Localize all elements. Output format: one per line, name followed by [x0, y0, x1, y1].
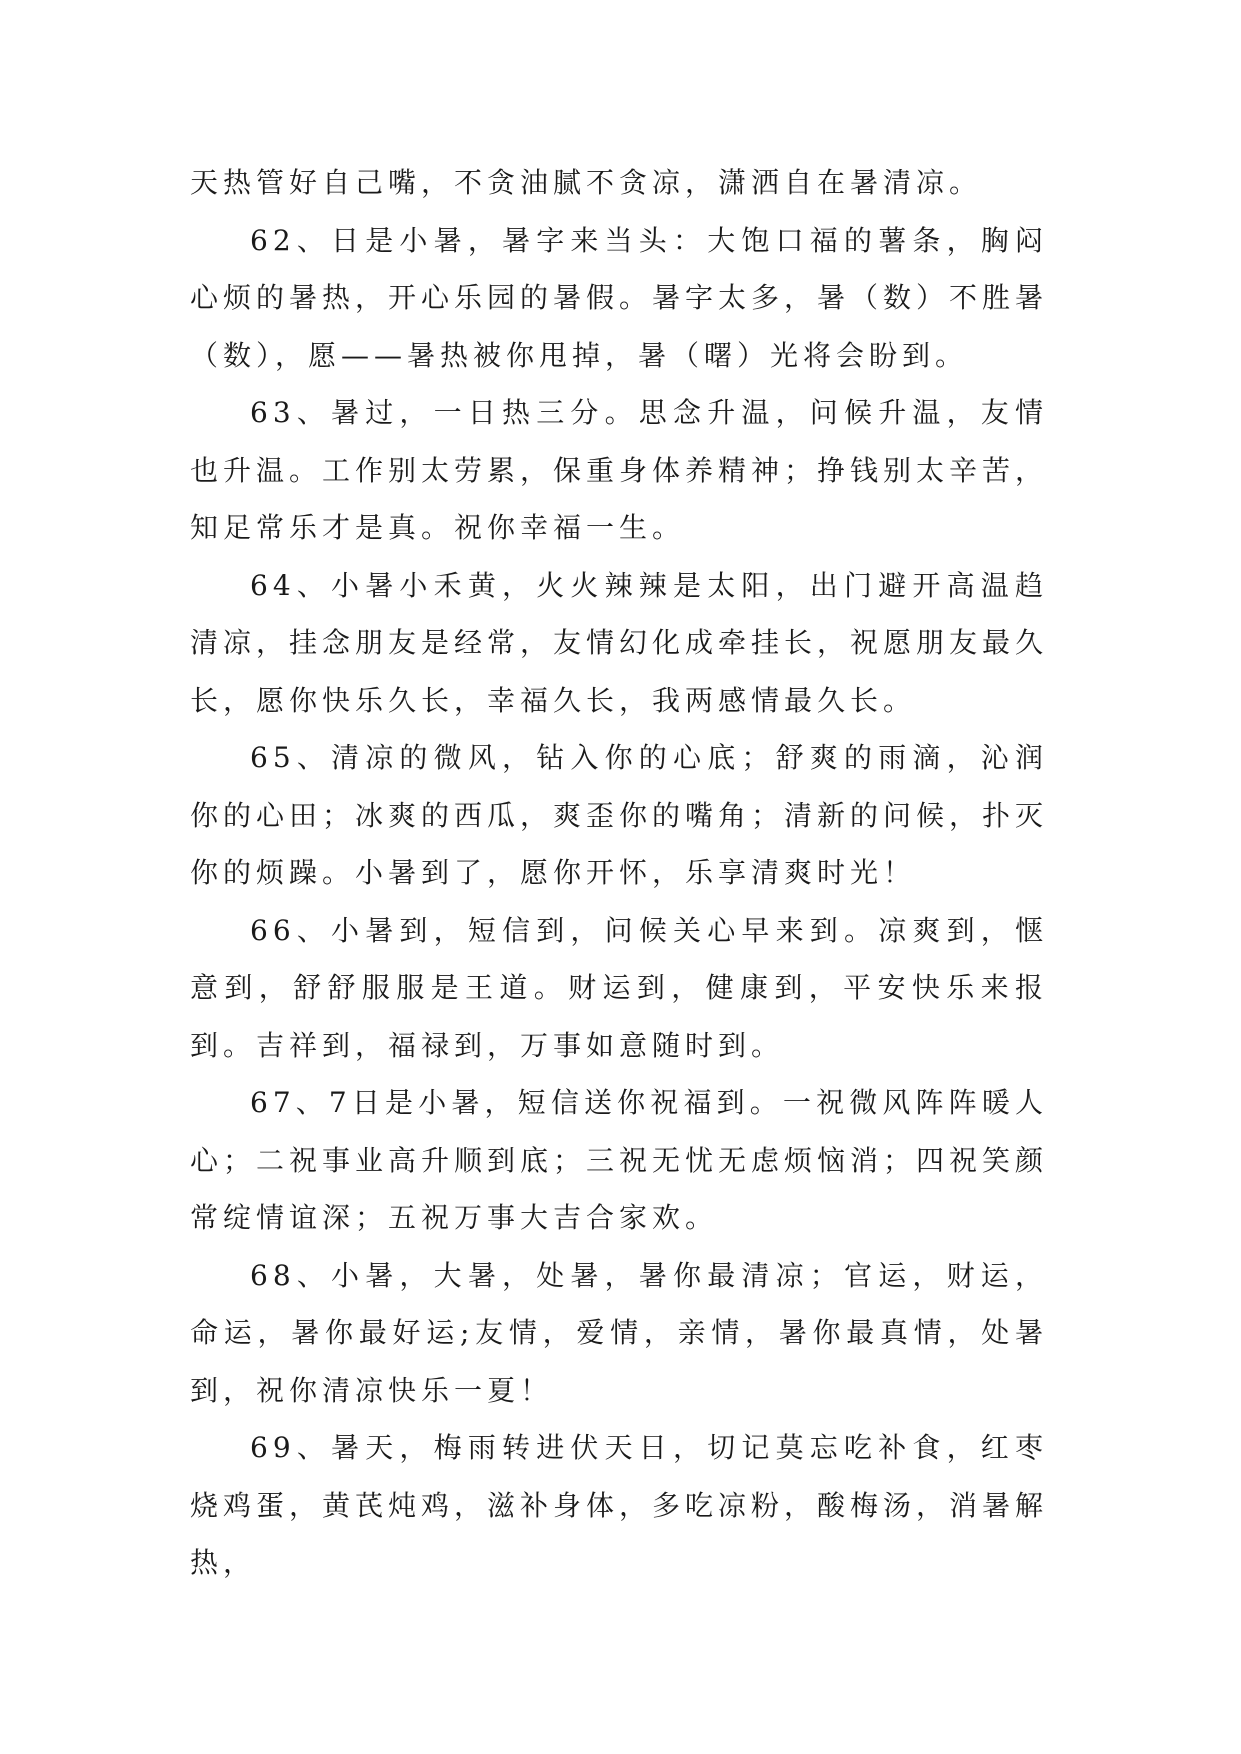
paragraph-63: 63、暑过，一日热三分。思念升温，问候升温，友情也升温。工作别太劳累，保重身体养精神；挣钱别太辛苦，知足常乐才是真。祝你幸福一生。	[190, 396, 1049, 544]
document-body	[190, 154, 1048, 1592]
paragraph-67: 67、7日是小暑，短信送你祝福到。一祝微风阵阵暖人心；二祝事业高升顺到底；三祝无忧无虑烦恼消；四祝笑颜常绽情谊深；五祝万事大吉合家欢。	[190, 1086, 1049, 1234]
paragraph-continuation: 天热管好自己嘴，不贪油腻不贪凉，潇洒自在暑清凉。	[190, 166, 983, 199]
paragraph-68: 68、小暑，大暑，处暑，暑你最清凉；官运，财运，命运，暑你最好运;友情，爱情，亲情，暑你最真情，处暑到，祝你清凉快乐一夏！	[190, 1258, 1048, 1407]
paragraph-62: 62、日是小暑，暑字来当头：大饱口福的薯条，胸闷心烦的暑热，开心乐园的暑假。暑字太多，暑（数）不胜暑（数），愿——暑热被你甩掉，暑（曙）光将会盼到。	[190, 223, 1049, 372]
paragraph-64: 64、小暑小禾黄，火火辣辣是太阳，出门避开高温趋清凉，挂念朋友是经常，友情幻化成牵挂长，祝愿朋友最久长，愿你快乐久长，幸福久长，我两感情最久长。	[190, 568, 1049, 717]
paragraph-66: 66、小暑到，短信到，问候关心早来到。凉爽到，惬意到，舒舒服服是王道。财运到，健康到，平安快乐来报到。吉祥到，福禄到，万事如意随时到。	[190, 913, 1048, 1062]
paragraph-69: 69、暑天，梅雨转进伏天日，切记莫忘吃补食，红枣烧鸡蛋，黄芪炖鸡，滋补身体，多吃凉粉，酸梅汤，消暑解热，	[190, 1431, 1049, 1579]
paragraph-65: 65、清凉的微风，钻入你的心底；舒爽的雨滴，沁润你的心田；冰爽的西瓜，爽歪你的嘴角；清新的问候，扑灭你的烦躁。小暑到了，愿你开怀，乐享清爽时光！	[190, 741, 1049, 889]
